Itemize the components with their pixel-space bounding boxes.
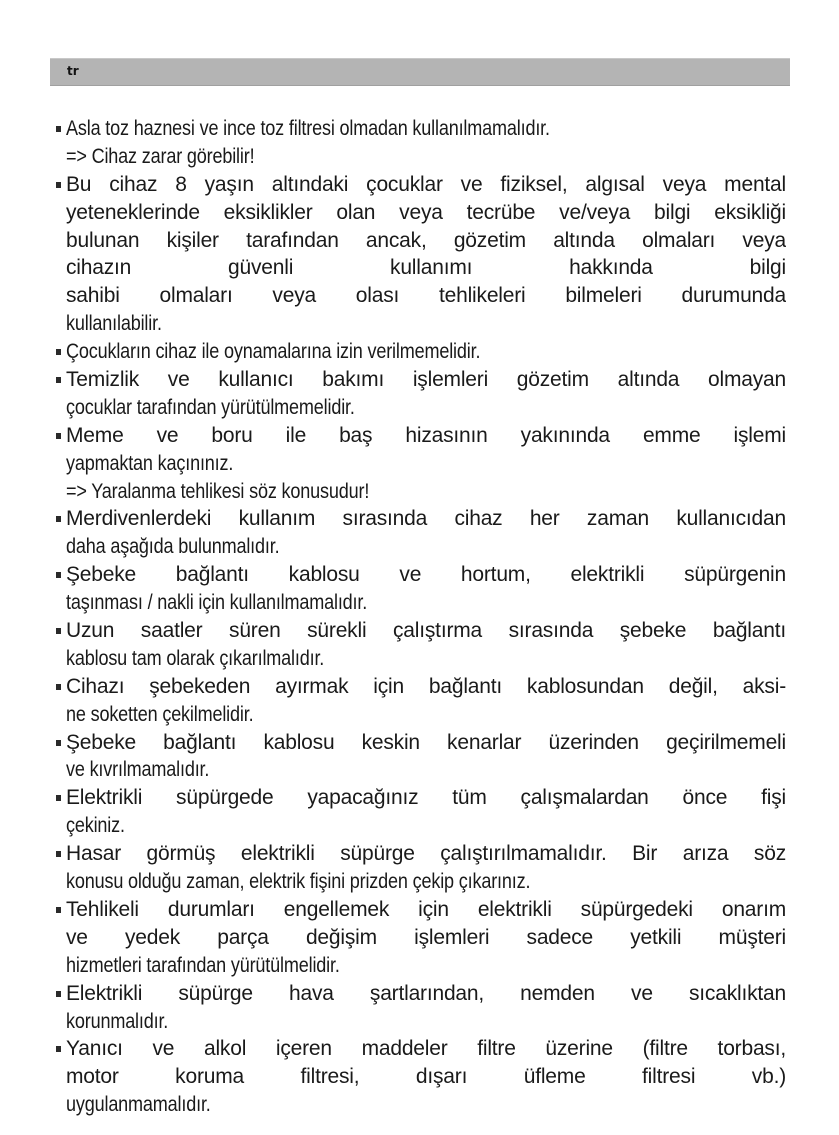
list-item xyxy=(54,980,786,1036)
item-line: Şebeke bağlantı kablosu keskin kenarlar üzerinden geçirilmemeli xyxy=(66,730,786,754)
item-line: Elektrikli süpürge hava şartlarından, nemden ve sıcaklıktan xyxy=(66,981,786,1005)
item-line: Hasar görmüş elektrikli süpürge çalıştırılmamalıdır. Bir arıza söz xyxy=(66,842,786,866)
list-item xyxy=(54,338,786,366)
item-line: Cihazı şebekeden ayırmak için bağlantı kablosundan değil, aksi- xyxy=(66,674,786,698)
item-line: ve yedek parça değişim işlemleri sadece yetkili müşteri xyxy=(66,925,786,949)
item-line: Asla toz haznesi ve ince toz filtresi olmadan kullanılmamalıdır. xyxy=(66,117,550,140)
list-item xyxy=(54,1035,786,1119)
bullet-square-icon xyxy=(56,1046,61,1052)
bullet-square-icon xyxy=(56,991,61,997)
item-line: Elektrikli süpürgede yapacağınız tüm çalışmalardan önce fişi xyxy=(66,786,786,810)
bullet-square-icon xyxy=(56,182,61,188)
item-line: => Cihaz zarar görebilir! xyxy=(66,144,255,168)
item-line: ve kıvrılmamalıdır. xyxy=(66,758,210,782)
item-line: yapmaktan kaçınınız. xyxy=(66,451,234,475)
list-item xyxy=(54,673,786,729)
item-line: Bu cihaz 8 yaşın altındaki çocuklar ve fiziksel, algısal veya mental xyxy=(66,172,786,196)
item-line: Merdivenlerdeki kullanım sırasında cihaz her zaman kullanıcıdan xyxy=(66,507,786,531)
list-item xyxy=(54,366,786,422)
item-line: yeteneklerinde eksiklikler olan veya tecrübe ve/veya bilgi eksikliği xyxy=(66,200,786,224)
item-line: Temizlik ve kullanıcı bakımı işlemleri gözetim altında olmayan xyxy=(66,368,786,392)
list-item xyxy=(54,422,786,506)
item-line: Meme ve boru ile baş hizasının yakınında emme işlemi xyxy=(66,423,786,447)
bullet-square-icon xyxy=(56,628,61,634)
item-line: daha aşağıda bulunmalıdır. xyxy=(66,535,280,559)
item-line: çocuklar tarafından yürütülmemelidir. xyxy=(66,395,355,419)
item-line: uygulanmamalıdır. xyxy=(66,1093,211,1117)
item-line: cihazın güvenli kullanımı hakkında bilgi xyxy=(66,256,786,280)
item-line: hizmetleri tarafından yürütülmelidir. xyxy=(66,953,340,977)
list-item xyxy=(54,840,786,896)
item-line: motor koruma filtresi, dışarı üfleme filtresi vb.) xyxy=(66,1065,786,1089)
item-line: Yanıcı ve alkol içeren maddeler filtre üzerine (filtre torbası, xyxy=(66,1037,786,1061)
list-item xyxy=(54,505,786,561)
bullet-square-icon xyxy=(56,684,61,690)
bullet-square-icon xyxy=(56,795,61,801)
bullet-square-icon xyxy=(56,572,61,578)
item-line: sahibi olmaları veya olası tehlikeleri bilmeleri durumunda xyxy=(66,284,786,308)
language-header-bar xyxy=(50,58,790,86)
bullet-square-icon xyxy=(56,126,61,132)
list-item xyxy=(54,115,786,171)
bullet-square-icon xyxy=(56,907,61,913)
item-line: kullanılabilir. xyxy=(66,312,162,336)
language-code-label: tr xyxy=(67,64,79,78)
item-line: bulunan kişiler tarafından ancak, gözetim altında olmaları veya xyxy=(66,228,786,252)
item-line: Çocukların cihaz ile oynamalarına izin verilmemelidir. xyxy=(66,340,481,364)
list-item xyxy=(54,784,786,840)
item-line: taşınması / nakli için kullanılmamalıdır. xyxy=(66,591,368,615)
bullet-square-icon xyxy=(56,740,61,746)
safety-instructions-list xyxy=(54,115,786,1119)
list-item xyxy=(54,617,786,673)
list-item xyxy=(54,171,786,338)
item-line: Tehlikeli durumları engellemek için elektrikli süpürgedeki onarım xyxy=(66,897,786,921)
item-line: => Yaralanma tehlikesi söz konusudur! xyxy=(66,479,370,503)
list-item xyxy=(54,561,786,617)
item-line: kablosu tam olarak çıkarılmalıdır. xyxy=(66,646,325,670)
list-item xyxy=(54,896,786,980)
item-line: çekiniz. xyxy=(66,814,125,838)
list-item xyxy=(54,729,786,785)
item-line: Şebeke bağlantı kablosu ve hortum, elektrikli süpürgenin xyxy=(66,563,786,587)
item-line: Uzun saatler süren sürekli çalıştırma sırasında şebeke bağlantı xyxy=(66,619,786,643)
item-line: konusu olduğu zaman, elektrik fişini prizden çekip çıkarınız. xyxy=(66,870,531,894)
bullet-square-icon xyxy=(56,377,61,383)
bullet-square-icon xyxy=(56,516,61,522)
item-line: korunmalıdır. xyxy=(66,1009,169,1033)
bullet-square-icon xyxy=(56,433,61,439)
bullet-square-icon xyxy=(56,851,61,857)
bullet-square-icon xyxy=(56,349,61,355)
item-line: ne soketten çekilmelidir. xyxy=(66,702,254,726)
